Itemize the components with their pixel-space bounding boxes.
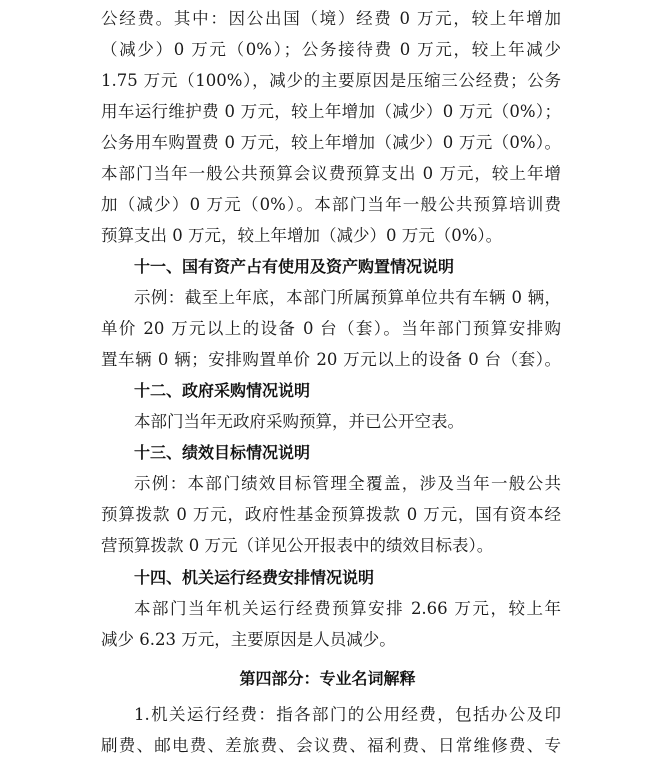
text-line: 置车辆 0 辆；安排购置单价 20 万元以上的设备 0 台（套）。 xyxy=(101,350,561,369)
text-line: 用车运行维护费 0 万元，较上年增加（减少）0 万元（0%）； xyxy=(101,102,561,121)
text-line: （减少）0 万元（0%）；公务接待费 0 万元，较上年减少 xyxy=(101,40,561,59)
text-line: 本部门当年一般公共预算会议费预算支出 0 万元，较上年增 xyxy=(101,164,561,183)
text-line: 本部门当年无政府采购预算，并已公开空表。 xyxy=(134,412,464,431)
text-line: 预算支出 0 万元，较上年增加（减少）0 万元（0%）。 xyxy=(101,226,503,245)
text-line: 营预算拨款 0 万元（详见公开报表中的绩效目标表）。 xyxy=(101,536,494,555)
text-line: 刷费、邮电费、差旅费、会议费、福利费、日常维修费、专 xyxy=(101,736,561,755)
text-line: 示例：截至上年底，本部门所属预算单位共有车辆 0 辆， xyxy=(134,288,561,307)
text-line: 公务用车购置费 0 万元，较上年增加（减少）0 万元（0%）。 xyxy=(101,133,561,152)
section-heading-13: 十三、绩效目标情况说明 xyxy=(134,443,311,462)
text-line: 本部门当年机关运行经费预算安排 2.66 万元，较上年 xyxy=(134,599,561,618)
section-heading-14: 十四、机关运行经费安排情况说明 xyxy=(134,568,375,587)
text-line: 示例：本部门绩效目标管理全覆盖，涉及当年一般公共 xyxy=(134,474,561,493)
text-line: 1.75 万元（100%），减少的主要原因是压缩三公经费；公务 xyxy=(101,71,561,90)
part-title: 第四部分：专业名词解释 xyxy=(239,669,416,688)
text-line: 单价 20 万元以上的设备 0 台（套）。当年部门预算安排购 xyxy=(101,319,561,338)
text-line: 1.机关运行经费：指各部门的公用经费，包括办公及印 xyxy=(134,705,561,724)
section-heading-11: 十一、国有资产占有使用及资产购置情况说明 xyxy=(134,257,455,276)
text-line: 加（减少）0 万元（0%）。本部门当年一般公共预算培训费 xyxy=(101,195,561,214)
text-line: 预算拨款 0 万元，政府性基金预算拨款 0 万元，国有资本经 xyxy=(101,505,561,524)
section-heading-12: 十二、政府采购情况说明 xyxy=(134,381,311,400)
text-line: 减少 6.23 万元，主要原因是人员减少。 xyxy=(101,630,396,649)
text-line: 公经费。其中：因公出国（境）经费 0 万元，较上年增加 xyxy=(101,9,561,28)
